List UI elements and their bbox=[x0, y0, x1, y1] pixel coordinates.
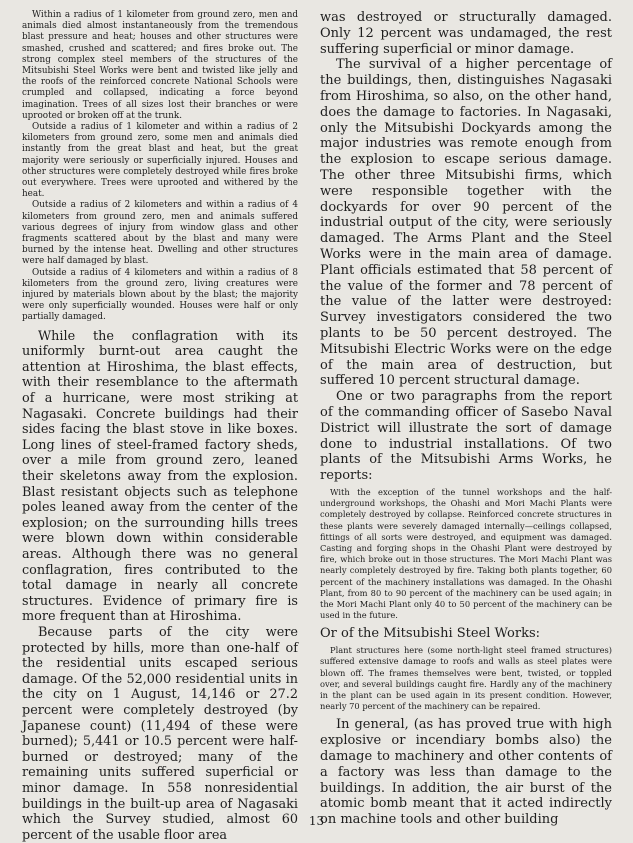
paragraph: One or two paragraphs from the report of the commanding officer of Sasebo Naval District will illustrate the sort of damage done to industrial installations. Of two plants of the Mitsubishi Arms Works, he reports: bbox=[320, 389, 612, 484]
right-column bbox=[320, 10, 612, 828]
paragraph: Outside a radius of 4 kilometers and within a radius of 8 kilometers from the ground zero, living creatures were injured by materials blown about by the blast; the majority were only superficially wounded. Houses were half or only partially damaged. bbox=[22, 267, 298, 323]
paragraph: Outside a radius of 2 kilometers and within a radius of 4 kilometers from ground zero, men and animals suffered various degrees of injury from window glass and other fragments scattered about by the blast and many were burned by the intense heat. Dwelling and other structures were half damaged by blast. bbox=[22, 200, 298, 267]
paragraph: In general, (as has proved true with high explosive or incendiary bombs also) the damage to machinery and other contents of a factory was less than damage to the buildings. In addition, the air burst of the atomic bomb meant that it acted indirectly on machine tools and other building bbox=[320, 717, 612, 828]
block-quote: Plant structures here (some north-light steel framed structures) suffered extensive damage to roofs and walls as steel plates were blown off. The frames themselves were bent, twisted, or toppled over, and several buildings caught fire. Hardly any of the machinery in the plant can be used again in its present condition. However, nearly 70 percent of the machinery can be repaired. bbox=[320, 645, 612, 712]
page-number: 13 bbox=[308, 814, 325, 828]
paragraph: was destroyed or structurally damaged. Only 12 percent was undamaged, the rest suffering superficial or minor damage. bbox=[320, 10, 612, 57]
paragraph: Because parts of the city were protected by hills, more than one-half of the residential units escaped serious damage. Of the 52,000 residential units in the city on 1 August, 14,146 or 27.2 percent were completely destroyed (by Japanese count) (11,494 of these were burned); 5,441 or 10.5 percent were half-burned or destroyed; many of the remaining units suffered superficial or minor damage. In 558 nonresidential buildings in the built-up area of Nagasaki which the Survey studied, almost 60 percent of the usable floor area bbox=[22, 624, 298, 843]
block-quote: With the exception of the tunnel workshops and the half-underground workshops, the Ohashi and Mori Machi Plants were completely destroyed by collapse. Reinforced concrete structures in these plants were severely damaged internally—ceilings collapsed, fittings of all sorts were destroyed, and equipment was damaged. Casting and forging shops in the Ohashi Plant were destroyed by fire, which broke out in those structures. The Mori Machi Plant was nearly completely destroyed by fire. Taking both plants together, 60 percent of the machinery installations was damaged. In the Ohashi Plant, from 80 to 90 percent of the machinery can be used again; in the Mori Machi Plant only 40 to 50 percent of the machinery can be used in the future. bbox=[320, 486, 612, 621]
paragraph: The survival of a higher percentage of the buildings, then, distinguishes Nagasaki from Hiroshima, so also, on the other hand, does the damage to factories. In Nagasaki, only the Mitsubishi Dockyards among the major industries was remote enough from the explosion to escape serious damage. The other three Mitsubishi firms, which were responsible together with the dockyards for over 90 percent of the industrial output of the city, were seriously damaged. The Arms Plant and the Steel Works were in the main area of damage. Plant officials estimated that 58 percent of the value of the former and 78 percent of the value of the latter were destroyed: Survey investigators considered the two plants to be 50 percent destroyed. The Mitsubishi Electric Works were on the edge of the main area of destruction, but suffered 10 percent structural damage. bbox=[320, 57, 612, 389]
left-column bbox=[22, 10, 298, 843]
paragraph: Outside a radius of 1 kilometer and within a radius of 2 kilometers from ground zero, some men and animals died instantly from the great blast and heat, but the great majority were seriously or superficially injured. Houses and other structures were completely destroyed while fires broke out everywhere. Trees were uprooted and withered by the heat. bbox=[22, 122, 298, 200]
paragraph: Or of the Mitsubishi Steel Works: bbox=[320, 626, 541, 642]
paragraph: Within a radius of 1 kilometer from ground zero, men and animals died almost instantaneously from the tremendous blast pressure and heat; houses and other structures were smashed, crushed and scattered; and fires broke out. The strong complex steel members of the structures of the Mitsubishi Steel Works were bent and twisted like jelly and the roofs of the reinforced concrete National Schools were crumpled and collapsed, indicating a force beyond imagination. Trees of all sizes lost their branches or were uprooted or broken off at the trunk. bbox=[22, 10, 298, 121]
paragraph: While the conflagration with its uniformly burnt-out area caught the attention at Hiroshima, the blast effects, with their resemblance to the aftermath of a hurricane, were most striking at Nagasaki. Concrete buildings had their sides facing the blast stove in like boxes. Long lines of steel-framed factory sheds, over a mile from ground zero, leaned their skeletons away from the explosion. Blast resistant objects such as telephone poles leaned away from the center of the explosion; on the surrounding hills trees were blown down within considerable areas. Although there was no general conflagration, fires contributed to the total damage in nearly all concrete structures. Evidence of primary fire is more frequent than at Hiroshima. bbox=[22, 328, 298, 625]
